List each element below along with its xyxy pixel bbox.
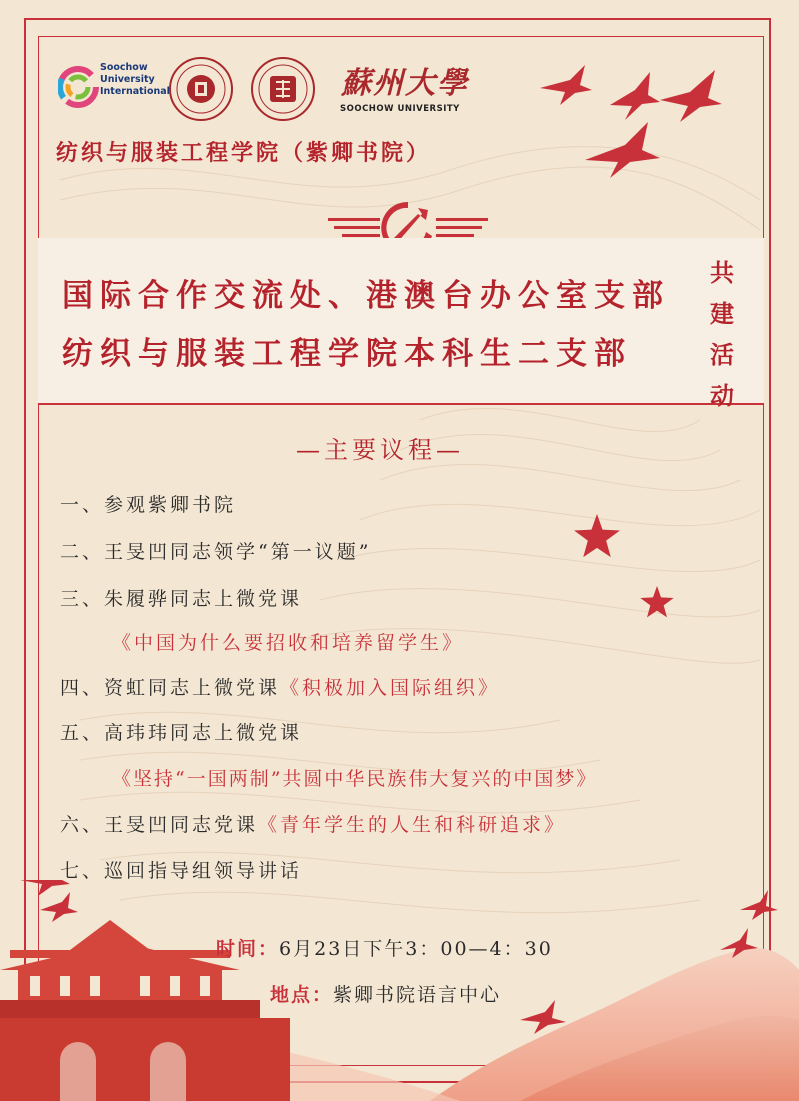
college-seal-icon [168,56,234,122]
title-line-1: 国际合作交流处、港澳台办公室支部 [62,278,670,314]
ziqing-seal-icon [250,56,316,122]
title-line-2: 纺织与服装工程学院本科生二支部 [62,336,632,372]
agenda-item-7: 七、巡回指导组领导讲话 [60,860,303,882]
agenda-item-5: 五、高玮玮同志上微党课 [60,722,303,744]
agenda-item-3-topic: 《中国为什么要招收和培养留学生》 [112,632,465,654]
star-icon [574,514,620,558]
star-icon [640,586,674,618]
agenda-item-6: 六、王旻凹同志党课《青年学生的人生和科研追求》 [60,814,567,836]
agenda-item-5-topic: 《坚持“一国两制”共圆中华民族伟大复兴的中国梦》 [112,768,598,790]
university-name-cn: 蘇州大學 [341,66,469,101]
title-banner [38,238,764,404]
university-name-en: SOOCHOW UNIVERSITY [340,104,460,114]
agenda-item-1: 一、参观紫卿书院 [60,494,237,516]
agenda-item-2: 二、王旻凹同志领学“第一议题” [60,541,372,563]
side-title: 共 建 活 动 [710,258,734,410]
sui-logo-text: Soochow University International [100,62,170,97]
agenda-item-3: 三、朱履骅同志上微党课 [60,588,303,610]
doves-icon [530,60,770,190]
college-name: 纺织与服装工程学院（紫卿书院） [56,140,432,166]
event-time: 时间：6月23日下午3：00—4：30 [216,938,553,960]
banner-divider [38,403,764,405]
event-place: 地点：紫卿书院语言中心 [270,984,502,1006]
agenda-item-4: 四、资虹同志上微党课《积极加入国际组织》 [60,677,501,699]
agenda-heading: —主要议程— [296,436,464,464]
